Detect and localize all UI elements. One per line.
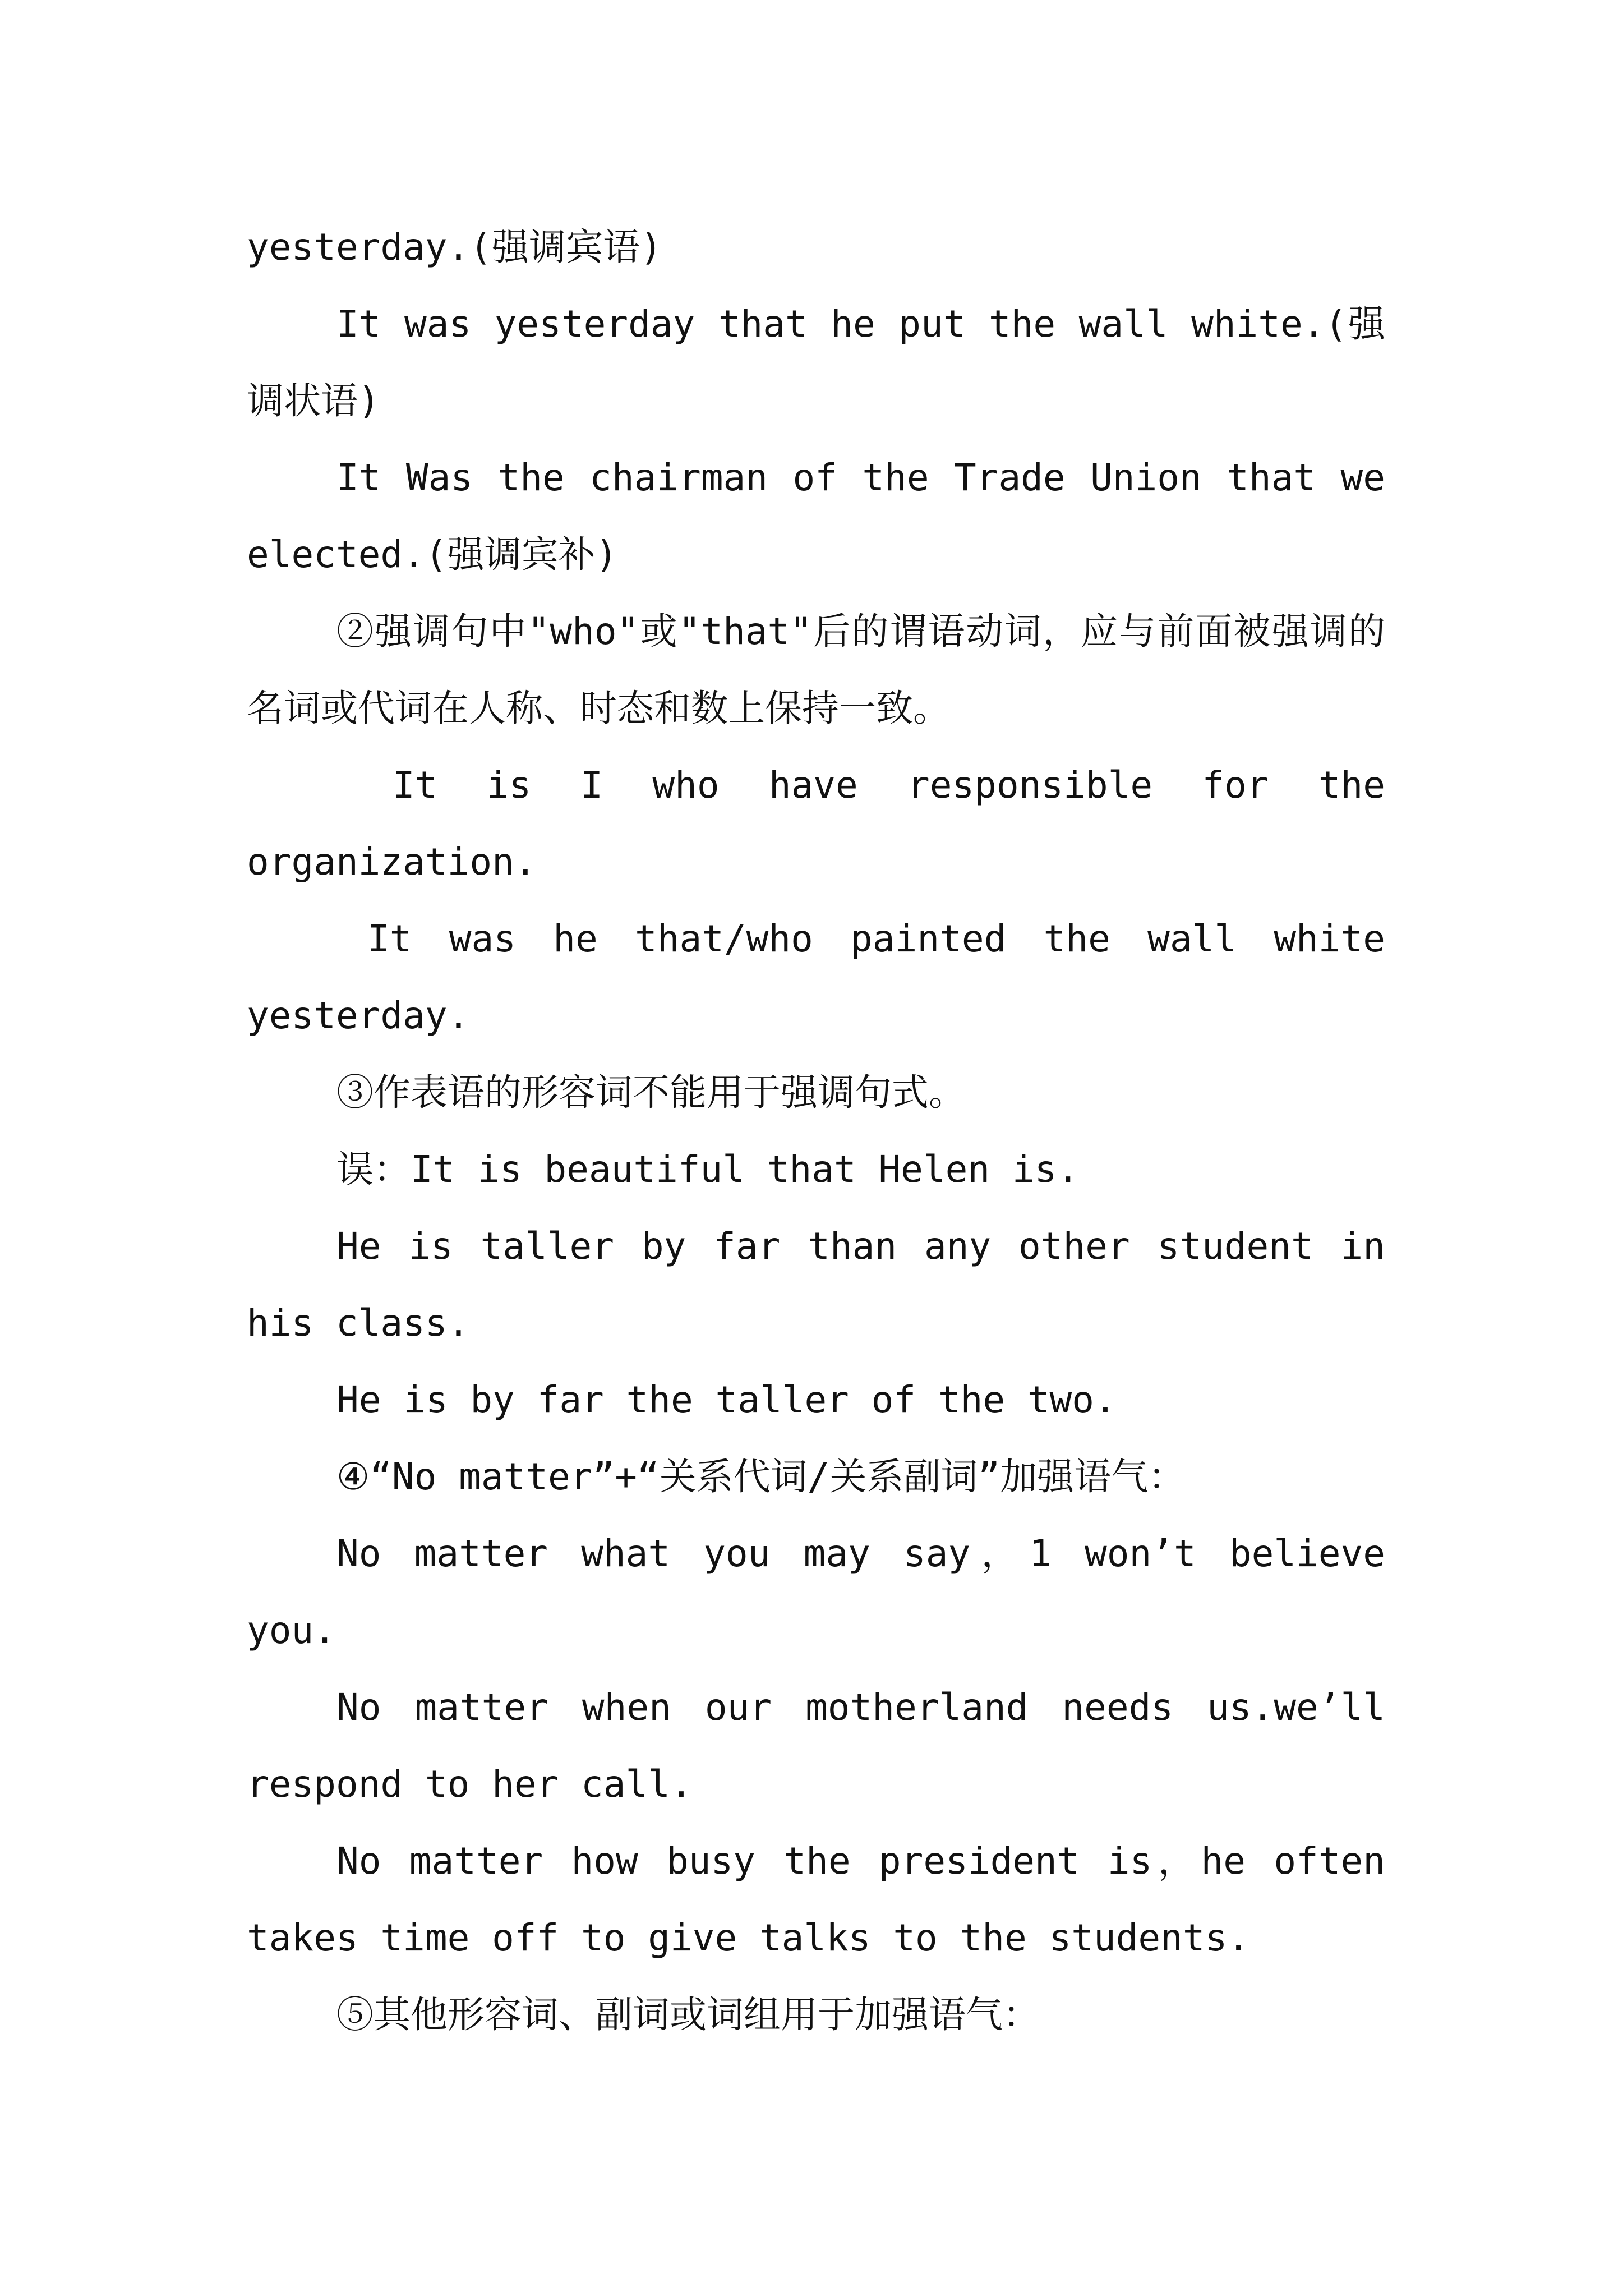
- paragraph-11: ④“No matter”+“关系代词/关系副词”加强语气：: [336, 1455, 1186, 1498]
- paragraph-15: ⑤其他形容词、副词或词组用于加强语气：: [336, 1993, 1040, 2036]
- paragraph-6: It was he that/who painted the wall white yesterday.: [247, 917, 1385, 1037]
- paragraph-13: No matter when our motherland needs us.we’ll respond to her call.: [247, 1686, 1385, 1806]
- paragraph-3: It Was the chairman of the Trade Union that we elected.(强调宾补): [247, 456, 1385, 576]
- paragraph-4: ②强调句中"who"或"that"后的谓语动词，应与前面被强调的名词或代词在人称、时态和数上保持一致。: [247, 610, 1385, 730]
- paragraph-2: It was yesterday that he put the wall white.(强调状语): [247, 302, 1385, 422]
- paragraph-12: No matter what you may say，1 won’t believe you.: [247, 1532, 1385, 1652]
- paragraph-8: 误：It is beautiful that Helen is.: [336, 1148, 1080, 1191]
- paragraph-5: It is I who have responsible for the organization.: [247, 763, 1385, 884]
- document-body: [247, 209, 1385, 2053]
- paragraph-14: No matter how busy the president is，he often takes time off to give talks to the students.: [247, 1839, 1385, 1959]
- paragraph-1: yesterday.(强调宾语): [247, 226, 662, 269]
- paragraph-7: ③作表语的形容词不能用于强调句式。: [336, 1071, 966, 1114]
- paragraph-10: He is by far the taller of the two.: [336, 1378, 1117, 1421]
- paragraph-9: He is taller by far than any other student in his class.: [247, 1225, 1385, 1345]
